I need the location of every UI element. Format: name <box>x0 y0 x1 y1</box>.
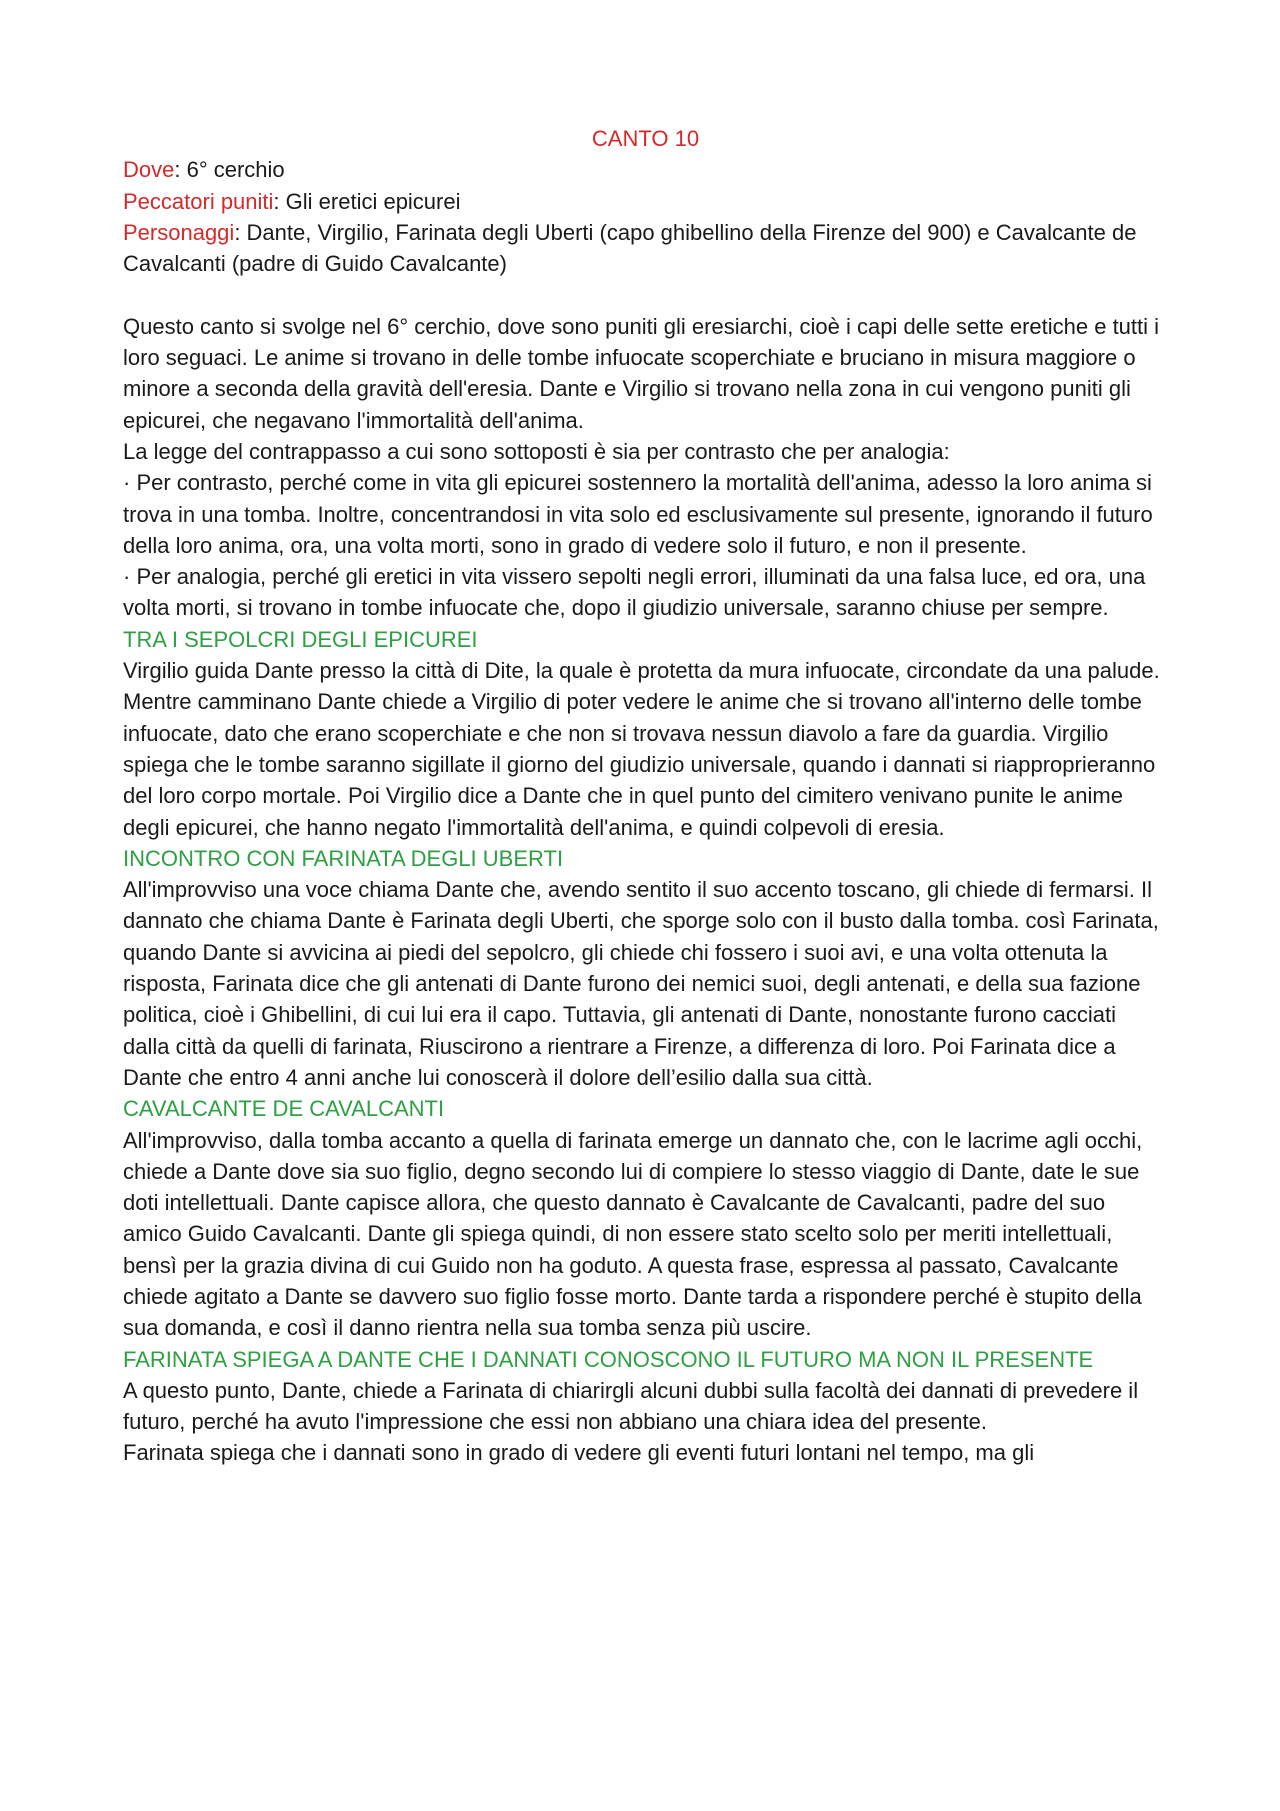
blank-line <box>123 279 1168 310</box>
info-line-dove <box>123 154 1168 185</box>
info-label: Peccatori puniti <box>123 188 274 214</box>
section-paragraph: A questo punto, Dante, chiede a Farinata di chiarirgli alcuni dubbi sulla facoltà dei dannati di prevedere il futuro, perché ha avuto l'impressione che essi non abbiano una chiara idea del presente. <box>123 1377 1139 1435</box>
info-value: 6° cerchio <box>186 157 285 183</box>
section-paragraph: Farinata spiega che i dannati sono in grado di vedere gli eventi futuri lontani nel tempo, ma gli <box>123 1440 1035 1466</box>
intro-bullet-analogia: · Per analogia, perché gli eretici in vita vissero sepolti negli errori, illuminati da una falsa luce, ed ora, una volta morti, si trovano in tombe infuocate che, dopo il giudizio universale, saranno chiuse per sempre. <box>123 564 1146 621</box>
section-heading: INCONTRO CON FARINATA DEGLI UBERTI <box>123 845 564 871</box>
section-heading: TRA I SEPOLCRI DEGLI EPICUREI <box>123 626 478 652</box>
info-label: Personaggi <box>123 219 235 245</box>
section-heading: CAVALCANTE DE CAVALCANTI <box>123 1096 445 1122</box>
info-line-peccatori <box>123 186 1168 217</box>
info-value: Dante, Virgilio, Farinata degli Uberti (capo ghibellino della Firenze del 900) e Cavalcante de Cavalcanti (padre di Guido Cavalcante) <box>123 219 1137 277</box>
section-paragraph: All'improvviso una voce chiama Dante che, avendo sentito il suo accento toscano, gli chiede di fermarsi. Il dannato che chiama Dante è Farinata degli Uberti, che sporge solo con il busto dalla tomba. così Farinata, quando Dante si avvicina ai piedi del sepolcro, gli chiede chi fossero i suoi avi, e una volta ottenuta la risposta, Farinata dice che gli antenati di Dante furono dei nemici suoi, degli antenati, e della sua fazione politica, cioè i Ghibellini, di cui lui era il capo. Tuttavia, gli antenati di Dante, nonostante furono cacciati dalla città da quelli di farinata, Riuscirono a rientrare a Firenze, a differenza di loro. Poi Farinata dice a Dante che entro 4 anni anche lui conoscerà il dolore dell’esilio dalla sua città. <box>123 877 1159 1090</box>
document-content <box>123 123 1168 1469</box>
info-separator: : <box>174 157 187 183</box>
info-separator: : <box>234 219 247 245</box>
intro-bullet-contrasto: · Per contrasto, perché come in vita gli epicurei sostennero la mortalità dell'anima, adesso la loro anima si trova in una tomba. Inoltre, concentrandosi in vita solo ed esclusivamente sul presente, ignorando il futuro della loro anima, ora, una volta morti, sono in grado di vedere solo il futuro, e non il presente. <box>123 470 1153 558</box>
info-line-personaggi <box>123 217 1168 280</box>
intro-paragraph: La legge del contrappasso a cui sono sottoposti è sia per contrasto che per analogia: <box>123 438 950 464</box>
section-paragraph: Virgilio guida Dante presso la città di Dite, la quale è protetta da mura infuocate, circondate da una palude. Mentre camminano Dante chiede a Virgilio di poter vedere le anime che si trovano all'interno delle tombe infuocate, dato che erano scoperchiate e che non si trovava nessun diavolo a fare da guardia. Virgilio spiega che le tombe saranno sigillate il giorno del giudizio universale, quando i dannati si riapproprieranno del loro corpo mortale. Poi Virgilio dice a Dante che in quel punto del cimitero venivano punite le anime degli epicurei, che hanno negato l'immortalità dell'anima, e quindi colpevoli di eresia. <box>123 658 1160 840</box>
section-paragraph: All'improvviso, dalla tomba accanto a quella di farinata emerge un dannato che, con le lacrime agli occhi, chiede a Dante dove sia suo figlio, degno secondo lui di compiere lo stesso viaggio di Dante, date le sue doti intellettuali. Dante capisce allora, che questo dannato è Cavalcante de Cavalcanti, padre del suo amico Guido Cavalcanti. Dante gli spiega quindi, di non essere stato scelto solo per meriti intellettuali, bensì per la grazia divina di cui Guido non ha goduto. A questa frase, espressa al passato, Cavalcante chiede agitato a Dante se davvero suo figlio fosse morto. Dante tarda a rispondere perché è stupito della sua domanda, e così il danno rientra nella sua tomba senza più uscire. <box>123 1127 1143 1341</box>
info-label: Dove <box>123 157 175 183</box>
intro-paragraph: Questo canto si svolge nel 6° cerchio, dove sono puniti gli eresiarchi, cioè i capi delle sette eretiche e tutti i loro seguaci. Le anime si trovano in delle tombe infuocate scoperchiate e bruciano in misura maggiore o minore a seconda della gravità dell'eresia. Dante e Virgilio si trovano nella zona in cui vengono puniti gli epicurei, che negavano l'immortalità dell'anima. <box>123 313 1160 433</box>
page-title: CANTO 10 <box>591 126 700 151</box>
info-value: Gli eretici epicurei <box>285 188 461 214</box>
section-heading: FARINATA SPIEGA A DANTE CHE I DANNATI CONOSCONO IL FUTURO MA NON IL PRESENTE <box>123 1346 1094 1372</box>
info-separator: : <box>273 188 286 214</box>
